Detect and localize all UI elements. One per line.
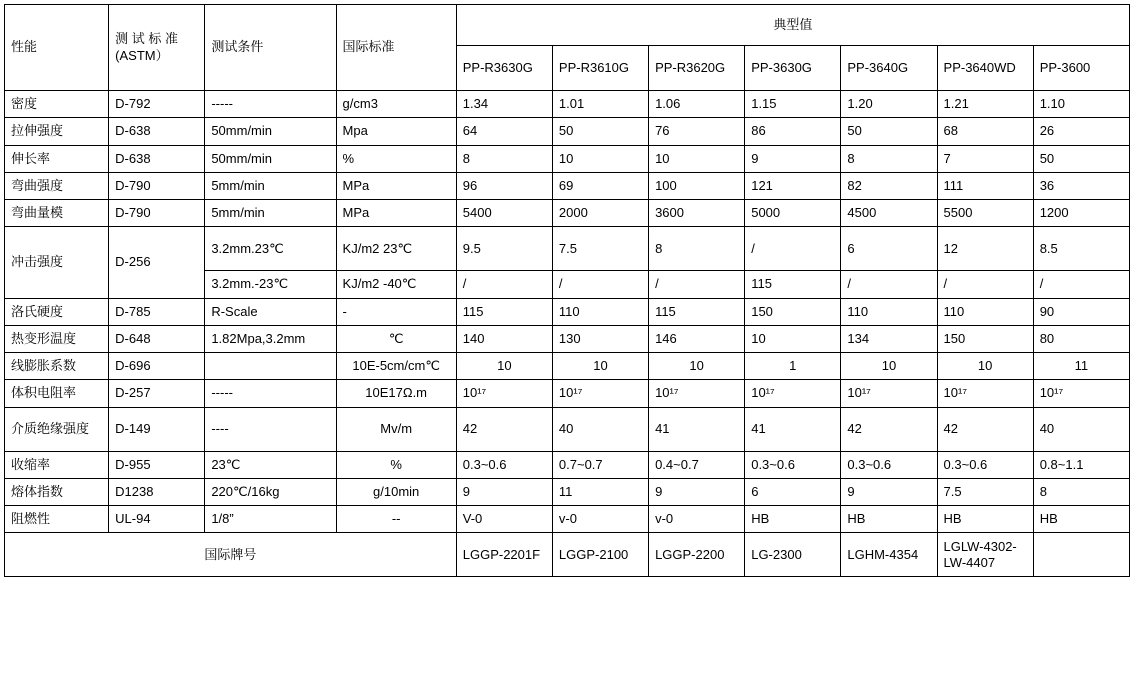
grade-header-5: PP-3640WD xyxy=(937,46,1033,91)
row-value: 10¹⁷ xyxy=(937,380,1033,407)
table-row xyxy=(5,145,1130,172)
row-value: 76 xyxy=(649,118,745,145)
row-value: 0.8~1.1 xyxy=(1033,451,1129,478)
row-astm: D-955 xyxy=(109,451,205,478)
row-value: / xyxy=(456,271,552,298)
row-value: 8 xyxy=(649,227,745,271)
row-value: 1.01 xyxy=(552,91,648,118)
grade-header-2: PP-R3620G xyxy=(649,46,745,91)
row-value: 0.3~0.6 xyxy=(456,451,552,478)
row-value: 5500 xyxy=(937,200,1033,227)
row-value: 10 xyxy=(552,353,648,380)
row-astm: D-149 xyxy=(109,407,205,451)
row-standard: 10E-5cm/cm℃ xyxy=(336,353,456,380)
header-property: 性能 xyxy=(5,5,109,91)
row-value: / xyxy=(649,271,745,298)
row-property: 拉伸强度 xyxy=(5,118,109,145)
row-value: 36 xyxy=(1033,172,1129,199)
footer-value: LG-2300 xyxy=(745,533,841,577)
footer-value xyxy=(1033,533,1129,577)
row-condition xyxy=(205,353,336,380)
row-property: 熔体指数 xyxy=(5,478,109,505)
row-value: 1.06 xyxy=(649,91,745,118)
table-row xyxy=(5,325,1130,352)
row-value: 100 xyxy=(649,172,745,199)
row-condition: 3.2mm.23℃ xyxy=(205,227,336,271)
row-condition: 50mm/min xyxy=(205,118,336,145)
footer-value: LGLW-4302-LW-4407 xyxy=(937,533,1033,577)
row-property: 伸长率 xyxy=(5,145,109,172)
row-value: 7.5 xyxy=(552,227,648,271)
row-astm: D-256 xyxy=(109,227,205,298)
row-value: 69 xyxy=(552,172,648,199)
table-row xyxy=(5,200,1130,227)
row-value: 10¹⁷ xyxy=(552,380,648,407)
grade-header-3: PP-3630G xyxy=(745,46,841,91)
row-astm: D-648 xyxy=(109,325,205,352)
row-value: 115 xyxy=(649,298,745,325)
row-value: 10 xyxy=(456,353,552,380)
row-property: 介质绝缘强度 xyxy=(5,407,109,451)
row-standard: KJ/m2 23℃ xyxy=(336,227,456,271)
row-value: 115 xyxy=(745,271,841,298)
row-value: 5000 xyxy=(745,200,841,227)
row-value: 1.15 xyxy=(745,91,841,118)
footer-value: LGGP-2201F xyxy=(456,533,552,577)
row-property: 线膨胀系数 xyxy=(5,353,109,380)
row-standard: g/10min xyxy=(336,478,456,505)
row-value: 90 xyxy=(1033,298,1129,325)
row-value: 41 xyxy=(745,407,841,451)
grade-header-4: PP-3640G xyxy=(841,46,937,91)
row-value: 2000 xyxy=(552,200,648,227)
row-value: 11 xyxy=(552,478,648,505)
row-value: 42 xyxy=(841,407,937,451)
row-property: 体积电阻率 xyxy=(5,380,109,407)
row-value: 10 xyxy=(841,353,937,380)
row-property: 阻燃性 xyxy=(5,506,109,533)
table-row xyxy=(5,353,1130,380)
row-value: 40 xyxy=(1033,407,1129,451)
table-row xyxy=(5,380,1130,407)
row-value: 1200 xyxy=(1033,200,1129,227)
row-astm: D-792 xyxy=(109,91,205,118)
row-value: 6 xyxy=(841,227,937,271)
row-value: HB xyxy=(841,506,937,533)
row-value: 150 xyxy=(745,298,841,325)
row-value: HB xyxy=(745,506,841,533)
row-value: 115 xyxy=(456,298,552,325)
row-value: 1.10 xyxy=(1033,91,1129,118)
row-value: 0.3~0.6 xyxy=(745,451,841,478)
row-value: 11 xyxy=(1033,353,1129,380)
row-value: v-0 xyxy=(649,506,745,533)
table-row xyxy=(5,91,1130,118)
table-row xyxy=(5,298,1130,325)
row-condition: 1.82Mpa,3.2mm xyxy=(205,325,336,352)
row-astm: D-785 xyxy=(109,298,205,325)
row-astm: D-790 xyxy=(109,172,205,199)
material-properties-table xyxy=(4,4,1130,577)
row-standard: % xyxy=(336,451,456,478)
row-condition: 5mm/min xyxy=(205,200,336,227)
row-value: 9 xyxy=(649,478,745,505)
row-value: 68 xyxy=(937,118,1033,145)
row-value: 10 xyxy=(649,353,745,380)
row-value: 0.4~0.7 xyxy=(649,451,745,478)
row-condition: ---- xyxy=(205,407,336,451)
row-value: 3600 xyxy=(649,200,745,227)
row-standard: 10E17Ω.m xyxy=(336,380,456,407)
row-value: 1.20 xyxy=(841,91,937,118)
row-value: 10¹⁷ xyxy=(745,380,841,407)
row-value: / xyxy=(1033,271,1129,298)
row-value: / xyxy=(552,271,648,298)
row-value: 10 xyxy=(649,145,745,172)
row-value: 50 xyxy=(552,118,648,145)
row-value: 1 xyxy=(745,353,841,380)
row-value: / xyxy=(745,227,841,271)
footer-label: 国际牌号 xyxy=(5,533,457,577)
table-header-row-1 xyxy=(5,5,1130,46)
row-value: 10¹⁷ xyxy=(456,380,552,407)
row-value: 50 xyxy=(1033,145,1129,172)
row-property: 弯曲强度 xyxy=(5,172,109,199)
row-value: 82 xyxy=(841,172,937,199)
row-value: 80 xyxy=(1033,325,1129,352)
row-value: 9 xyxy=(745,145,841,172)
header-test-condition: 测试条件 xyxy=(205,5,336,91)
row-condition: R-Scale xyxy=(205,298,336,325)
row-condition: 1/8” xyxy=(205,506,336,533)
row-value: 96 xyxy=(456,172,552,199)
row-property: 洛氏硬度 xyxy=(5,298,109,325)
row-value: 10¹⁷ xyxy=(841,380,937,407)
table-row xyxy=(5,407,1130,451)
row-value: 110 xyxy=(937,298,1033,325)
row-value: 9 xyxy=(841,478,937,505)
row-astm: D-638 xyxy=(109,145,205,172)
row-standard: - xyxy=(336,298,456,325)
row-standard: % xyxy=(336,145,456,172)
table-row xyxy=(5,227,1130,271)
row-value: 150 xyxy=(937,325,1033,352)
row-property: 弯曲量模 xyxy=(5,200,109,227)
row-astm: D-638 xyxy=(109,118,205,145)
table-footer-row xyxy=(5,533,1130,577)
row-value: 40 xyxy=(552,407,648,451)
row-value: 0.3~0.6 xyxy=(937,451,1033,478)
row-value: 64 xyxy=(456,118,552,145)
row-standard: g/cm3 xyxy=(336,91,456,118)
row-value: 10¹⁷ xyxy=(649,380,745,407)
row-value: 111 xyxy=(937,172,1033,199)
row-value: 50 xyxy=(841,118,937,145)
row-value: 110 xyxy=(841,298,937,325)
row-value: 10¹⁷ xyxy=(1033,380,1129,407)
row-astm: D-696 xyxy=(109,353,205,380)
row-value: 10 xyxy=(937,353,1033,380)
header-test-standard: 测 试 标 准 (ASTM） xyxy=(109,5,205,91)
row-value: 121 xyxy=(745,172,841,199)
row-value: 0.3~0.6 xyxy=(841,451,937,478)
row-value: V-0 xyxy=(456,506,552,533)
grade-header-0: PP-R3630G xyxy=(456,46,552,91)
row-value: 1.21 xyxy=(937,91,1033,118)
header-typical-value: 典型值 xyxy=(456,5,1129,46)
row-value: 130 xyxy=(552,325,648,352)
row-standard: Mpa xyxy=(336,118,456,145)
row-standard: KJ/m2 -40℃ xyxy=(336,271,456,298)
table-row xyxy=(5,506,1130,533)
table-row xyxy=(5,118,1130,145)
row-value: 26 xyxy=(1033,118,1129,145)
row-value: 10 xyxy=(552,145,648,172)
table-row xyxy=(5,451,1130,478)
row-property: 冲击强度 xyxy=(5,227,109,298)
header-international-standard: 国际标准 xyxy=(336,5,456,91)
row-value: 8 xyxy=(841,145,937,172)
row-value: 10 xyxy=(745,325,841,352)
row-value: / xyxy=(841,271,937,298)
row-standard: Mv/m xyxy=(336,407,456,451)
row-value: HB xyxy=(1033,506,1129,533)
row-value: 140 xyxy=(456,325,552,352)
row-value: 110 xyxy=(552,298,648,325)
row-value: 8 xyxy=(1033,478,1129,505)
row-value: / xyxy=(937,271,1033,298)
table-row xyxy=(5,478,1130,505)
row-value: 9 xyxy=(456,478,552,505)
row-value: 7 xyxy=(937,145,1033,172)
row-value: 134 xyxy=(841,325,937,352)
row-value: 4500 xyxy=(841,200,937,227)
footer-value: LGHM-4354 xyxy=(841,533,937,577)
row-astm: D-790 xyxy=(109,200,205,227)
row-condition: 5mm/min xyxy=(205,172,336,199)
row-condition: 220℃/16kg xyxy=(205,478,336,505)
row-astm: UL-94 xyxy=(109,506,205,533)
grade-header-6: PP-3600 xyxy=(1033,46,1129,91)
row-value: 86 xyxy=(745,118,841,145)
row-condition: 50mm/min xyxy=(205,145,336,172)
row-value: HB xyxy=(937,506,1033,533)
row-value: 8.5 xyxy=(1033,227,1129,271)
row-standard: MPa xyxy=(336,172,456,199)
row-value: 5400 xyxy=(456,200,552,227)
row-value: 8 xyxy=(456,145,552,172)
footer-value: LGGP-2100 xyxy=(552,533,648,577)
row-value: 6 xyxy=(745,478,841,505)
row-value: 146 xyxy=(649,325,745,352)
row-property: 热变形温度 xyxy=(5,325,109,352)
row-value: 0.7~0.7 xyxy=(552,451,648,478)
row-value: 7.5 xyxy=(937,478,1033,505)
row-property: 收缩率 xyxy=(5,451,109,478)
row-condition: ----- xyxy=(205,380,336,407)
row-condition: ----- xyxy=(205,91,336,118)
row-value: 42 xyxy=(456,407,552,451)
row-astm: D1238 xyxy=(109,478,205,505)
table-row xyxy=(5,172,1130,199)
row-condition: 3.2mm.-23℃ xyxy=(205,271,336,298)
row-value: 42 xyxy=(937,407,1033,451)
row-property: 密度 xyxy=(5,91,109,118)
grade-header-1: PP-R3610G xyxy=(552,46,648,91)
row-value: 9.5 xyxy=(456,227,552,271)
row-condition: 23℃ xyxy=(205,451,336,478)
row-standard: ℃ xyxy=(336,325,456,352)
row-value: 1.34 xyxy=(456,91,552,118)
row-value: v-0 xyxy=(552,506,648,533)
row-astm: D-257 xyxy=(109,380,205,407)
row-value: 12 xyxy=(937,227,1033,271)
row-value: 41 xyxy=(649,407,745,451)
row-standard: -- xyxy=(336,506,456,533)
row-standard: MPa xyxy=(336,200,456,227)
footer-value: LGGP-2200 xyxy=(649,533,745,577)
